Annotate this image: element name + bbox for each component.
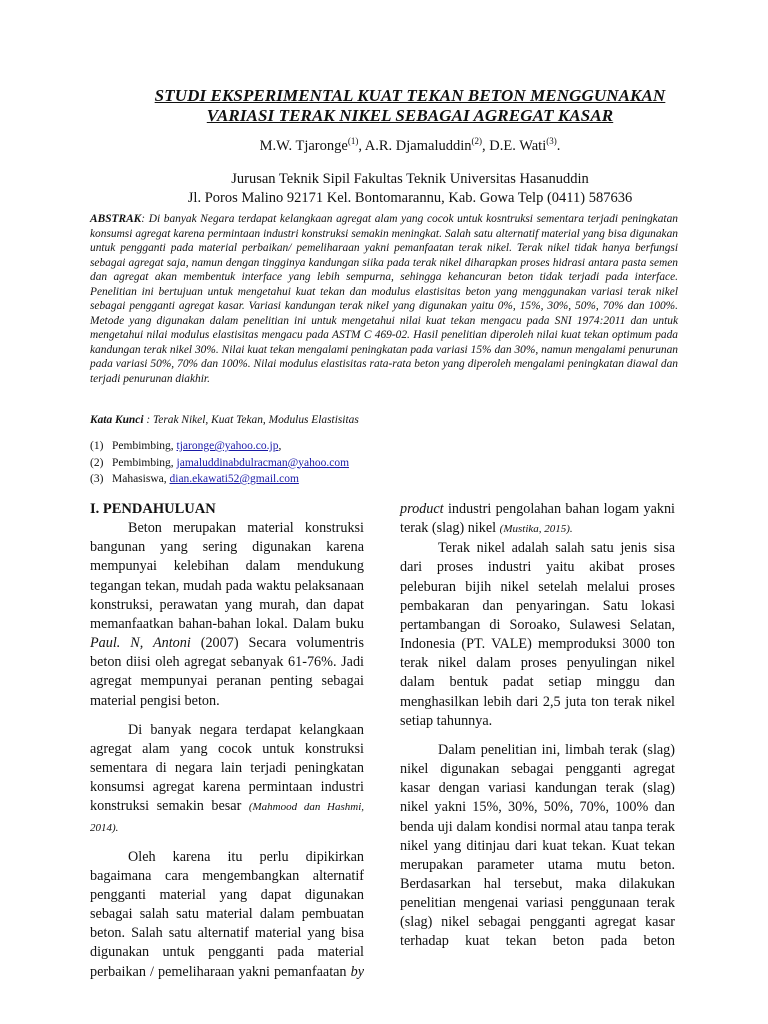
paragraph <box>90 848 364 982</box>
note-role: Pembimbing, <box>112 456 177 469</box>
author-notes <box>90 438 690 488</box>
keywords-label: Kata Kunci <box>90 414 144 426</box>
right-column <box>400 500 675 952</box>
paper-title-line-1: STUDI EKSPERIMENTAL KUAT TEKAN BETON MENGGUNAKAN <box>154 86 666 105</box>
note-number: (2) <box>90 456 104 469</box>
note-role: Mahasiswa, <box>112 473 170 485</box>
paragraph-text: (2007) Secara volumentris beton diisi oleh agregat sebanyak 61-76%. Jadi agregat mempunyai peranan penting sebagai material pengisi beton. <box>90 635 364 709</box>
author-note <box>90 471 690 488</box>
author-1-mark: (1) <box>347 136 359 146</box>
paragraph-text: by <box>350 963 364 980</box>
citation: (Mustika, 2015). <box>499 523 573 536</box>
affiliation-line-2: Jl. Poros Malino 92171 Kel. Bontomarannu, Kab. Gowa Telp (0411) 587636 <box>187 190 633 206</box>
affiliation-line-1: Jurusan Teknik Sipil Fakultas Teknik Universitas Hasanuddin <box>231 171 589 187</box>
abstract-text: : Di banyak Negara terdapat kelangkaan agregat alam yang cocok untuk kosntruksi sementara terjadi peningkatan konsumsi agregat karena permintaan industri konstruksi semakin meningkat. Salah satu alternatif material yang bisa digunakan untuk pengganti pada material perbaikan/ pemeliharaan yakni pemanfaatan terak nikel. Terak nikel tidak hanya berfungsi sebagai agregat saja, namun dengan tingginya kandungan siika pada terak nikel diharapkan proses hidrasi antara pasta semen dan agregat akan membentuk interface yang lebih sempurna, sehingga kehancuran beton tidak terjadi pada interface. Penelitian ini bertujuan untuk mengetahui kuat tekan dan modulus elastisitas beton yang menggunakan variasi terak nikel sebagai pengganti agregat kasar. Variasi kandungan terak nikel yang digunakan yaitu 0%, 15%, 30%, 50%, 70% dan 100%. Metode yang digunakan dalam penelitian ini untuk mengetahui nilai kuat tekan mengacu pada SNI 1974:2011 dan untuk mengetahui nilai modulus elastisitas mengacu pada ASTM C 469-02. Hasil penelitian diperoleh nilai kuat tekan optimum pada kandungan terak nikel 30%. Nilai kuat tekan mengalami peningkatan pada variasi 15% dan 30%, namun mengalami penurunan pada variasi 50%, 70% dan 100%. Nilai modulus elastisitas rata-rata beton yang diperoleh mengalami peningkatan diawal dan terjadi penurunan diakhir. <box>90 213 678 386</box>
paragraph <box>90 519 364 711</box>
left-column <box>90 500 364 982</box>
email-link[interactable]: jamaluddinabdulracman@yahoo.com <box>176 456 350 469</box>
paragraph <box>90 721 364 838</box>
email-link[interactable]: tjaronge@yahoo.co.jp <box>176 440 279 452</box>
paragraph <box>400 500 675 539</box>
keywords-text: : Terak Nikel, Kuat Tekan, Modulus Elastisitas <box>143 414 359 426</box>
paragraph: Dalam penelitian ini, limbah terak (slag) nikel digunakan sebagai pengganti agregat kasar dengan variasi kandungan terak (slag) nikel yakni 15%, 30%, 50%, 70%, 100% dan benda uji dalam kondisi normal atau tanpa terak nikel yang ditinjau dari kuat tekan. Kuat tekan merupakan parameter utama mutu beton. Berdasarkan hal tersebut, maka dilakukan penelitian mengenai variasi penggunaan terak (slag) nikel sebagai pengganti agregat kasar terhadap kuat tekan beton pada beton <box>400 741 675 950</box>
paragraph-text: Oleh karena itu perlu dipikirkan bagaimana cara mengembangkan alternatif pengganti material yang dapat digunakan sebagai salah satu material dalam pembuatan beton. Salah satu alternatif material yang bisa digunakan untuk pengganti pada material perbaikan / pemeliharaan yakni pemanfaatan <box>90 848 364 980</box>
citation: (Mahmood dan Hashmi, 2014). <box>90 801 364 834</box>
author-2: A.R. Djamaluddin <box>364 137 472 154</box>
note-tail: , <box>278 440 282 452</box>
keywords <box>90 414 690 426</box>
author-3: D.E. Wati <box>489 137 547 154</box>
paper-title-line-2: VARIASI TERAK NIKEL SEBAGAI AGREGAT KASAR <box>206 106 614 125</box>
author-list: M.W. Tjaronge$^{(1)}$, A.R. Djamaluddin$^{(2)}$, D.E. Wati$^{(3)}$. <box>259 136 561 154</box>
author-note <box>90 455 690 472</box>
paragraph: Terak nikel adalah salah satu jenis sisa dari proses industri yaitu akibat proses peleburan bijih nikel setelah melalui proses pembakaran dan penyaringan. Satu lokasi pertambangan di Soroako, Sulawesi Selatan, Indonesia (PT. VALE) memproduksi 3000 ton terak nikel dalam proses penyulingan nikel dalam bentuk padat setiap minggu dan menghasilkan lebih dari 2,5 juta ton terak nikel setiap tahunnya. <box>400 540 675 729</box>
note-number: (1) <box>90 440 104 452</box>
cited-author: Paul. N, Antoni <box>90 635 191 652</box>
abstract <box>90 212 678 387</box>
paragraph-text: industri pengolahan bahan logam yakni terak (slag) nikel <box>400 501 675 537</box>
note-number: (3) <box>90 473 104 485</box>
note-role: Pembimbing, <box>112 440 177 452</box>
author-2-mark: (2) <box>471 136 483 146</box>
author-note <box>90 438 690 455</box>
abstract-label: ABSTRAK <box>90 213 142 225</box>
paragraph-text: Beton merupakan material konstruksi bangunan yang sering digunakan karena mempunyai kelebihan dalam mendukung tegangan tekan, mudah pada waktu pelaksanaan konstruksi, perawatan yang murah, dan dapat memanfaatkan bahan-bahan lokal. Dalam buku <box>90 520 364 632</box>
author-1: M.W. Tjaronge <box>259 137 348 154</box>
author-3-mark: (3) <box>546 136 557 146</box>
section-heading: I. PENDAHULUAN <box>90 501 216 517</box>
email-link[interactable]: dian.ekawati52@gmail.com <box>169 473 299 485</box>
paragraph-text: Di banyak negara terdapat kelangkaan agregat alam yang cocok untuk konstruksi sementara di negara lain terjadi peningkatan konsumsi agregat karena permintaan industri konstruksi semakin besar <box>90 721 364 815</box>
paragraph-text: product <box>400 501 444 517</box>
